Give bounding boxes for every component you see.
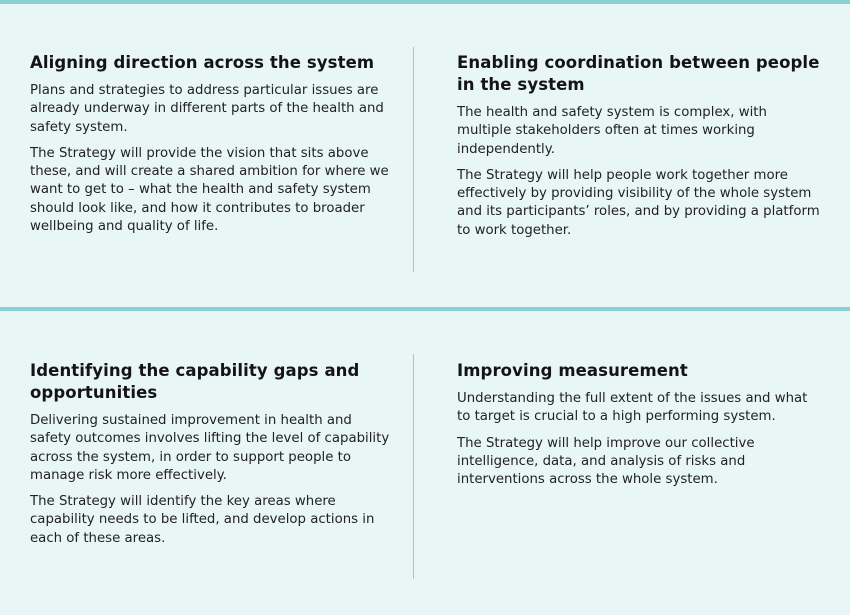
section-paragraph: Understanding the full extent of the issues and what to target is crucial to a high performing system. xyxy=(457,391,808,425)
section-paragraph: The health and safety system is complex, with multiple stakeholders often at times working independently. xyxy=(457,105,767,157)
section-paragraph: Plans and strategies to address particular issues are already underway in different parts of the health and safety system. xyxy=(30,83,384,135)
section-heading: Identifying the capability gaps and opportunities xyxy=(30,361,360,402)
section-improving-measurement xyxy=(457,360,822,497)
section-paragraph: The Strategy will provide the vision that sits above these, and will create a shared ambition for where we want to get to – what the health and safety system should look like, and how it contributes to broader wellbeing and quality of life. xyxy=(30,145,389,235)
section-paragraph: The Strategy will identify the key areas where capability needs to be lifted, and develop actions in each of these areas. xyxy=(30,494,375,546)
section-capability-gaps xyxy=(30,360,395,556)
middle-accent-rule xyxy=(0,307,850,311)
section-paragraph: Delivering sustained improvement in health and safety outcomes involves lifting the level of capability across the system, in order to support people to manage risk more effectively. xyxy=(30,413,390,483)
bottom-column-divider xyxy=(413,354,414,579)
section-aligning-direction xyxy=(30,52,395,244)
section-heading: Aligning direction across the system xyxy=(30,53,375,72)
section-enabling-coordination xyxy=(457,52,822,248)
section-heading: Enabling coordination between people in the system xyxy=(457,53,820,94)
top-accent-rule xyxy=(0,0,850,4)
section-paragraph: The Strategy will help improve our collective intelligence, data, and analysis of risks and interventions across the whole system. xyxy=(457,435,755,488)
section-heading: Improving measurement xyxy=(457,361,688,380)
top-column-divider xyxy=(413,47,414,272)
section-paragraph: The Strategy will help people work together more effectively by providing visibility of the whole system and its participants’ roles, and by providing a platform to work together. xyxy=(457,167,820,238)
